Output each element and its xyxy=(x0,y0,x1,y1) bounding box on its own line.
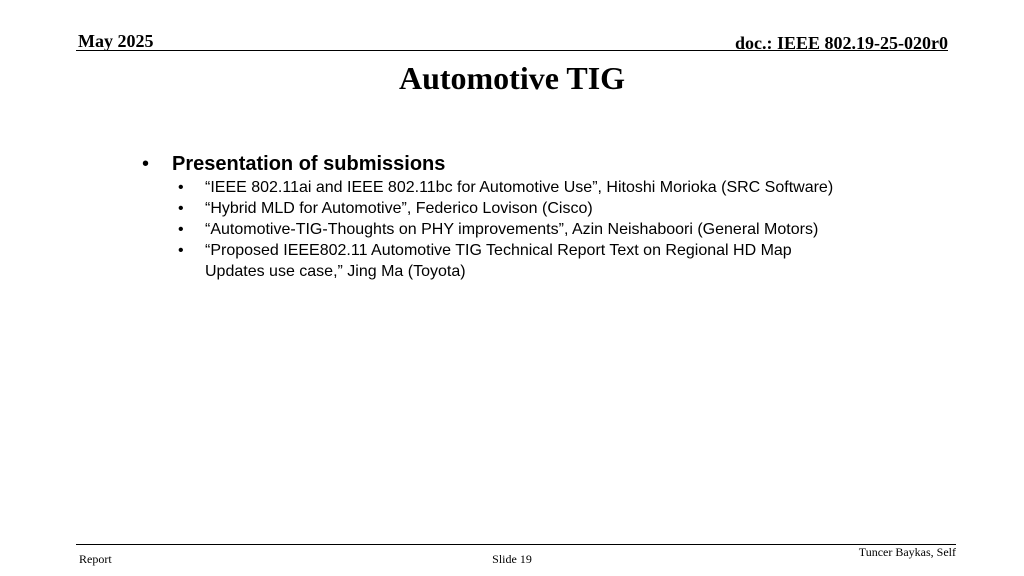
main-bullet-item xyxy=(140,151,880,177)
footer-divider xyxy=(76,544,956,545)
sub-bullet-text: “IEEE 802.11ai and IEEE 802.11bc for Automotive Use”, Hitoshi Morioka (SRC Software) xyxy=(205,179,834,196)
sub-bullet-text: “Proposed IEEE802.11 Automotive TIG Technical Report Text on Regional HD Map Updates use case,” Jing Ma (Toyota) xyxy=(205,242,792,280)
bullet-icon: • xyxy=(178,242,184,259)
sub-bullet-item xyxy=(176,198,880,219)
sub-bullet-item xyxy=(176,219,880,240)
bullet-icon: • xyxy=(178,179,184,196)
bullet-icon: • xyxy=(178,221,184,238)
sub-bullet-item xyxy=(176,177,880,198)
footer-author: Tuncer Baykas, Self xyxy=(858,545,956,559)
slide-number: Slide 19 xyxy=(492,552,532,566)
slide-body xyxy=(140,151,880,282)
slide-title: Automotive TIG xyxy=(398,60,626,96)
main-bullet-text: Presentation of submissions xyxy=(172,153,446,175)
sub-bullet-item xyxy=(176,240,880,282)
sub-bullet-text: “Automotive-TIG-Thoughts on PHY improvements”, Azin Neishaboori (General Motors) xyxy=(205,221,819,238)
header-date: May 2025 xyxy=(78,31,154,51)
footer-report-label: Report xyxy=(79,552,112,566)
bullet-icon: • xyxy=(142,153,150,175)
sub-bullet-list xyxy=(176,177,880,282)
sub-bullet-text: “Hybrid MLD for Automotive”, Federico Lovison (Cisco) xyxy=(205,200,593,217)
header-divider xyxy=(76,50,948,51)
bullet-icon: • xyxy=(178,200,184,217)
header-doc-id: doc.: IEEE 802.19-25-020r0 xyxy=(735,33,948,53)
